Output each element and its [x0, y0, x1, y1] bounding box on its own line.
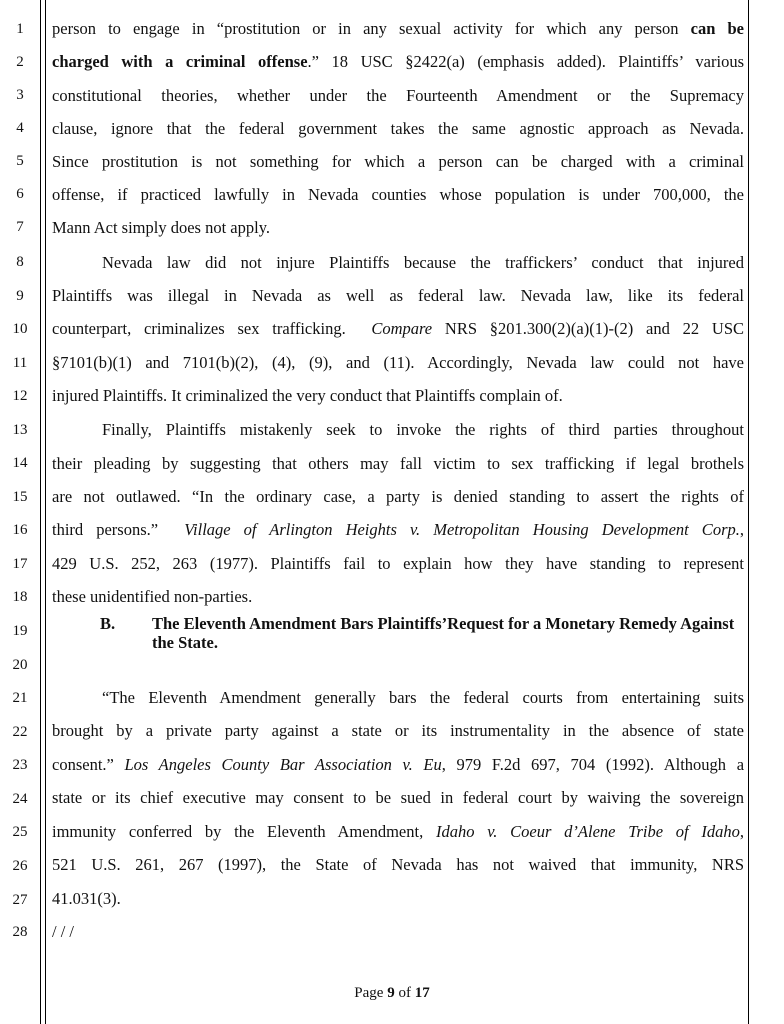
- text-line: Nevada law did not injure Plaintiffs because the traffickers’ conduct that injured: [102, 253, 744, 272]
- line-number: 7: [16, 219, 24, 235]
- line-number: 12: [12, 388, 28, 404]
- text-line: are not outlawed. “In the ordinary case, a party is denied standing to assert the rights of: [52, 487, 744, 506]
- text-line: [52, 17, 744, 41]
- line-number: 24: [12, 791, 28, 807]
- line-number: 6: [16, 186, 24, 202]
- text-line: these unidentified non-parties.: [52, 587, 253, 606]
- text-line: 521 U.S. 261, 267 (1997), the State of Nevada has not waived that immunity, NRS: [52, 855, 744, 874]
- text-line: / / /: [52, 922, 75, 941]
- page-label: Page: [354, 985, 388, 1001]
- line-number: 27: [12, 892, 28, 908]
- line-number: 5: [16, 153, 24, 169]
- text-line: “The Eleventh Amendment generally bars the federal courts from entertaining suits: [102, 688, 744, 707]
- text-run: ,: [739, 520, 744, 539]
- text-run: immunity conferred by the Eleventh Amendment,: [52, 822, 424, 841]
- italic-text-run: Compare: [371, 319, 433, 338]
- line-number: 28: [12, 924, 28, 940]
- line-number: 1: [16, 21, 24, 37]
- page-separator: of: [394, 985, 415, 1001]
- line-number: 23: [12, 757, 28, 773]
- text-run: , 979 F.2d 697, 704 (1992). Although a: [441, 755, 745, 774]
- italic-text-run: Village of Arlington Heights v. Metropolitan Housing Development Corp.: [184, 520, 740, 539]
- line-number: 19: [12, 623, 28, 639]
- text-line: [52, 317, 744, 341]
- bold-text-run: charged with a criminal offense: [52, 52, 308, 71]
- line-number: 18: [12, 589, 28, 605]
- text-line: state or its chief executive may consent to be sued in federal court by waiving the sovereign: [52, 788, 744, 807]
- text-line: clause, ignore that the federal government takes the same agnostic approach as Nevada.: [52, 119, 744, 138]
- line-number: 2: [16, 54, 24, 70]
- text-line: their pleading by suggesting that others may fall victim to sex trafficking if legal brothels: [52, 454, 744, 473]
- line-number: 26: [12, 858, 28, 874]
- text-line: [52, 50, 744, 74]
- line-number: 14: [12, 455, 28, 471]
- text-run: NRS §201.300(2)(a)(1)-(2) and 22 USC: [432, 319, 745, 338]
- line-number: 16: [12, 522, 28, 538]
- section-heading-letter: B.: [100, 614, 116, 633]
- line-number: 21: [12, 690, 28, 706]
- text-line: [52, 753, 744, 777]
- line-number: 17: [12, 556, 28, 572]
- line-number: 3: [16, 87, 24, 103]
- italic-text-run: Idaho v. Coeur d’Alene Tribe of Idaho: [435, 822, 740, 841]
- line-number: 4: [16, 120, 24, 136]
- text-line: 429 U.S. 252, 263 (1977). Plaintiffs fail to explain how they have standing to represent: [52, 554, 744, 573]
- line-number: 20: [12, 657, 28, 673]
- text-line: brought by a private party against a state or its instrumentality in the absence of state: [52, 721, 744, 740]
- line-number: 13: [12, 422, 28, 438]
- right-margin-rule: [748, 0, 749, 1024]
- text-line: offense, if practiced lawfully in Nevada counties whose population is under 700,000, the: [52, 185, 744, 204]
- text-run: .” 18 USC §2422(a) (emphasis added). Plaintiffs’ various: [307, 52, 744, 71]
- page-current: 9: [387, 985, 395, 1001]
- page-total: 17: [414, 985, 430, 1001]
- page-footer: [0, 985, 784, 1002]
- line-number: 25: [12, 824, 28, 840]
- text-line: Mann Act simply does not apply.: [52, 218, 270, 237]
- section-heading-text: The Eleventh Amendment Bars Plaintiffs’Request for a Monetary Remedy Against the State.: [152, 614, 735, 652]
- text-run: ,: [739, 822, 745, 841]
- left-margin-rule-outer: [40, 0, 41, 1024]
- text-line: [52, 820, 744, 844]
- text-line: Plaintiffs was illegal in Nevada as well as federal law. Nevada law, like its federal: [52, 286, 744, 305]
- text-run: third persons.”: [52, 520, 159, 539]
- text-line: [52, 518, 744, 542]
- text-line: §7101(b)(1) and 7101(b)(2), (4), (9), and (11). Accordingly, Nevada law could not have: [52, 353, 744, 372]
- text-line: Finally, Plaintiffs mistakenly seek to invoke the rights of third parties throughout: [102, 420, 744, 439]
- line-number: 15: [12, 489, 28, 505]
- line-number: 8: [16, 254, 24, 270]
- text-run: person to engage in “prostitution or in any sexual activity for which any person: [52, 19, 691, 38]
- text-line: injured Plaintiffs. It criminalized the very conduct that Plaintiffs complain of.: [52, 386, 563, 405]
- text-line: 41.031(3).: [52, 889, 121, 908]
- left-margin-rule-inner: [45, 0, 46, 1024]
- text-run: counterpart, criminalizes sex trafficking.: [52, 319, 346, 338]
- text-run: consent.”: [52, 755, 114, 774]
- line-number: 10: [12, 321, 28, 337]
- line-number: 11: [12, 355, 28, 371]
- italic-text-run: Los Angeles County Bar Association v. Eu: [124, 755, 442, 774]
- line-number: 9: [16, 288, 24, 304]
- bold-text-run: can be: [690, 19, 745, 38]
- text-line: Since prostitution is not something for which a person can be charged with a criminal: [52, 152, 744, 171]
- line-number: 22: [12, 724, 28, 740]
- text-line: constitutional theories, whether under the Fourteenth Amendment or the Supremacy: [52, 86, 744, 105]
